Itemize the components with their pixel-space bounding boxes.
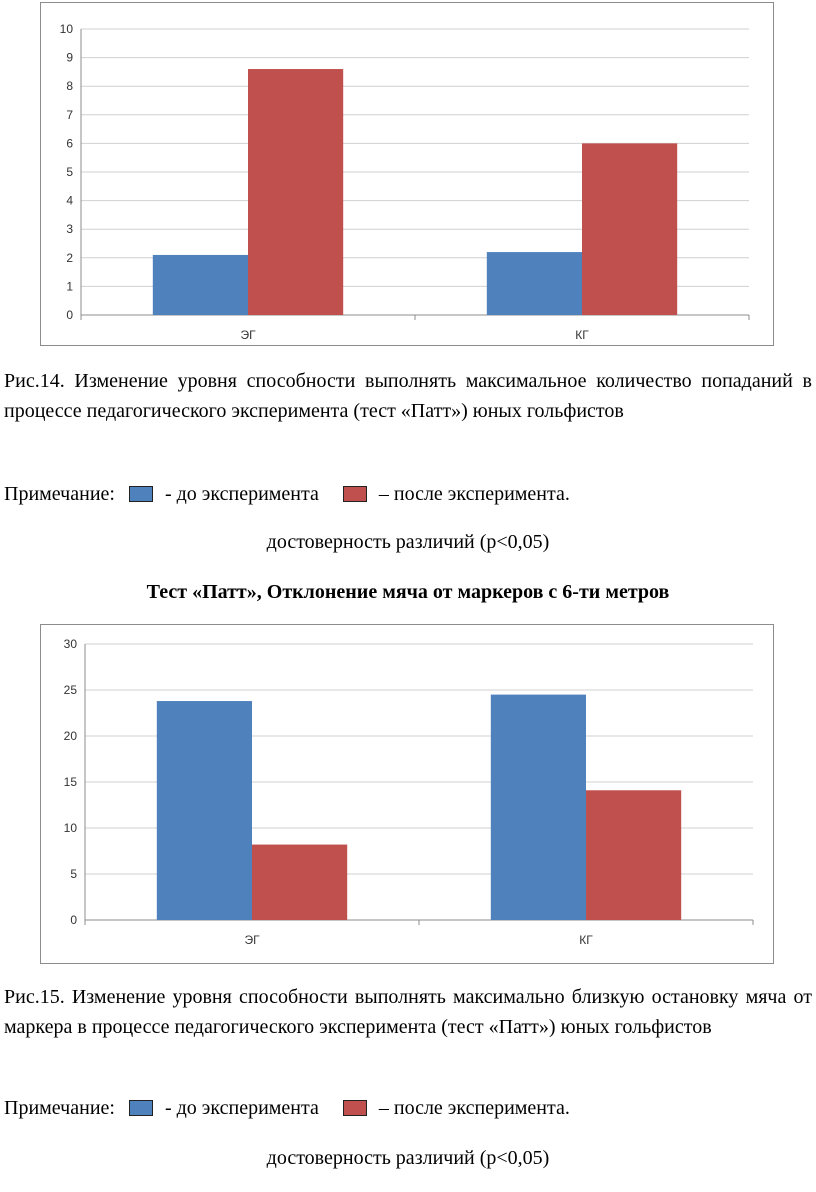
bar-after-eg <box>252 845 347 920</box>
y-tick-label: 4 <box>66 193 73 208</box>
chart-2-frame <box>40 624 774 964</box>
x-category-label: ЭГ <box>244 933 260 947</box>
y-tick-label: 10 <box>59 22 73 36</box>
figure-15-caption: Рис.15. Изменение уровня способности выполнять максимально близкую остановку мяча от маркера в процессе педагогического эксперимента (тест «Патт») юных гольфистов <box>4 986 812 1038</box>
y-tick-label: 15 <box>63 775 77 789</box>
bar-after-kg <box>586 790 681 920</box>
y-tick-label: 5 <box>70 867 77 881</box>
legend-swatch-after <box>343 486 367 502</box>
x-category-label: ЭГ <box>240 328 256 342</box>
y-tick-label: 3 <box>66 222 73 237</box>
legend-swatch-after <box>343 1100 367 1116</box>
x-category-label: КГ <box>575 328 589 342</box>
y-tick-label: 2 <box>66 250 73 265</box>
chart-2-svg <box>41 625 773 963</box>
bar-before-eg <box>157 701 252 920</box>
chart-1-svg <box>41 3 773 345</box>
y-tick-label: 10 <box>63 821 77 835</box>
y-tick-label: 6 <box>66 136 73 151</box>
bar-after-kg <box>582 143 677 315</box>
legend-label-after: – после эксперимента. <box>378 483 570 505</box>
x-category-label: КГ <box>579 933 593 947</box>
bar-before-kg <box>487 252 582 315</box>
y-tick-label: 30 <box>63 637 77 651</box>
chart-2-title: Тест «Патт», Отклонение мяча от маркеров с 6-ти метров <box>146 581 670 603</box>
y-tick-label: 1 <box>66 279 73 294</box>
bar-after-eg <box>248 69 343 315</box>
note-label: Примечание: <box>4 1097 115 1119</box>
chart-1-frame <box>40 2 774 346</box>
y-tick-label: 9 <box>66 50 73 65</box>
legend-label-before: - до эксперимента <box>164 483 319 505</box>
y-tick-label: 8 <box>66 79 73 94</box>
legend-label-before: - до эксперимента <box>164 1097 319 1119</box>
bar-before-eg <box>153 255 248 315</box>
figure-15-significance: достоверность различий (p<0,05) <box>266 1147 550 1169</box>
y-tick-label: 5 <box>66 165 73 179</box>
figure-14-significance: достоверность различий (p<0,05) <box>266 531 550 553</box>
y-tick-label: 20 <box>63 729 77 743</box>
legend-label-after: – после эксперимента. <box>378 1097 570 1119</box>
legend-swatch-before <box>129 486 153 502</box>
y-tick-label: 25 <box>63 683 77 697</box>
figure-14-caption: Рис.14. Изменение уровня способности выполнять максимальное количество попаданий в процессе педагогического эксперимента (тест «Патт») юных гольфистов <box>4 370 812 422</box>
figure-15-legend-note <box>4 1096 570 1120</box>
y-tick-label: 0 <box>66 308 73 322</box>
note-label: Примечание: <box>4 483 115 505</box>
y-tick-label: 7 <box>66 107 73 122</box>
bar-before-kg <box>491 695 586 920</box>
legend-swatch-before <box>129 1100 153 1116</box>
figure-14-legend-note <box>4 482 570 506</box>
y-tick-label: 0 <box>70 913 77 927</box>
